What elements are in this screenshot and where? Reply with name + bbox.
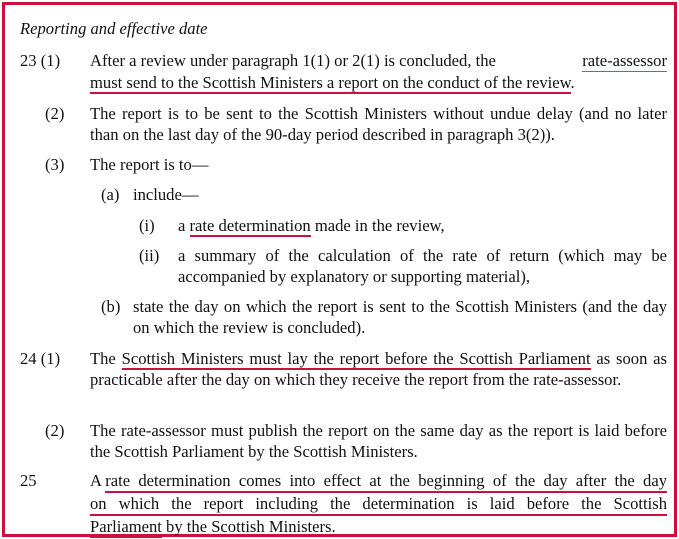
- item-i-number: (i): [139, 216, 155, 235]
- item-ii-text: a summary of the calculation of the rate of return (which may be accompanied by explanatory or supporting material),: [178, 246, 667, 286]
- subparagraph-23-3-number: (3): [45, 155, 65, 174]
- section-heading: Reporting and effective date: [20, 19, 208, 38]
- paragraph-23-1-lead: After a review under paragraph 1(1) or 2(1) is concluded, the: [90, 51, 501, 70]
- item-a-text: include—: [133, 185, 199, 204]
- item-ii-number: (ii): [139, 246, 160, 265]
- subparagraph-24-2-text: The rate-assessor must publish the report on the same day as the report is laid before the Scottish Parliament by the Scottish Ministers.: [90, 421, 667, 461]
- item-b-text: state the day on which the report is sent to the Scottish Ministers (and the day on which the review is concluded).: [133, 297, 667, 337]
- paragraph-24-number: 24 (1): [20, 349, 61, 368]
- highlight-must-send-report: must send to the Scottish Ministers a report on the conduct of the review: [90, 73, 571, 92]
- subparagraph-23-2-number: (2): [45, 104, 65, 123]
- document-frame: [2, 2, 677, 537]
- paragraph-25-lead: A: [90, 471, 106, 490]
- legislation-document: [5, 5, 674, 534]
- highlight-effect-line-2: on which the report including the determination is laid before the Scottish: [90, 493, 667, 516]
- item-i-end: made in the review,: [310, 216, 445, 235]
- paragraph-23-number: 23 (1): [20, 51, 61, 70]
- item-i-text: [178, 215, 667, 236]
- paragraph-25-end: by the Scottish Ministers.: [161, 517, 336, 536]
- highlight-rate-determination: rate determination: [189, 216, 311, 235]
- highlight-effect-line-3: Parliament: [90, 517, 162, 536]
- subparagraph-24-2-number: (2): [45, 421, 65, 440]
- paragraph-24-1-lead: The: [90, 349, 122, 368]
- paragraph-24-1-text: [90, 348, 667, 390]
- paragraph-23-1-end: .: [570, 73, 575, 92]
- paragraph-25-number: 25: [20, 471, 37, 490]
- item-b-number: (b): [101, 297, 121, 316]
- paragraph-24-1-end: as soon as practicable after the day on which they receive the report from the rate-assessor.: [90, 349, 667, 389]
- item-i-lead: a: [178, 216, 190, 235]
- paragraph-25-text: [90, 470, 667, 537]
- highlight-effect-line-1: rate determination comes into effect at the beginning of the day after the day: [105, 470, 667, 493]
- highlight-rate-assessor: rate-assessor: [582, 51, 667, 70]
- highlight-lay-report: Scottish Ministers must lay the report before the Scottish Parliament: [121, 349, 591, 368]
- paragraph-23-1-text: [90, 50, 667, 93]
- subparagraph-23-2-text: The report is to be sent to the Scottish Ministers without undue delay (and no later than on the last day of the 90-day period described in paragraph 3(2)).: [90, 104, 667, 144]
- subparagraph-23-3-text: The report is to—: [90, 155, 209, 174]
- item-a-number: (a): [101, 185, 120, 204]
